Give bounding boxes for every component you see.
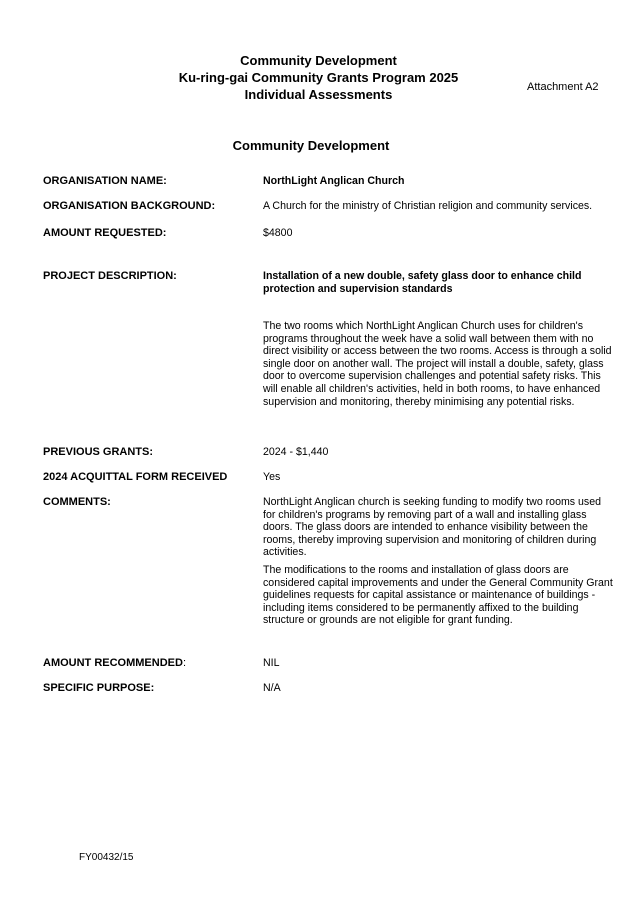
project-description-label: PROJECT DESCRIPTION: [43, 270, 177, 282]
document-header [0, 52, 637, 103]
acquittal-value: Yes [263, 471, 281, 483]
header-line-2: Ku-ring-gai Community Grants Program 2025 [178, 70, 459, 85]
header-line-1: Community Development [240, 53, 397, 68]
amount-requested-label: AMOUNT REQUESTED: [43, 227, 167, 239]
acquittal-label: 2024 ACQUITTAL FORM RECEIVED [43, 471, 228, 483]
header-line-3: Individual Assessments [244, 87, 393, 102]
comments-label: COMMENTS: [43, 496, 111, 508]
specific-purpose-label: SPECIFIC PURPOSE: [43, 682, 155, 694]
document-reference: FY00432/15 [79, 852, 134, 863]
amount-recommended-label [43, 657, 186, 670]
project-description-body: The two rooms which NorthLight Anglican Church uses for children's programs throughout the week have a solid wall between them with no direct visibility or access between the two rooms. Access is through a solid single door on another wall. The project will install a double, safety, glass door to overcome supervision challenges and potential safety risks. This will enable all children's activities, held in both rooms, to have enhanced supervision and monitoring, thereby minimising any potential risks. [263, 320, 612, 408]
org-name-value: NorthLight Anglican Church [263, 175, 405, 187]
amount-requested-value: $4800 [263, 227, 293, 239]
section-title: Community Development [232, 138, 390, 153]
previous-grants-label: PREVIOUS GRANTS: [43, 446, 154, 458]
comments-paragraph-2: The modifications to the rooms and installation of glass doors are considered capital improvements and under the General Community Grant guidelines requests for capital assistance or maintenance of buildings - including items considered to be permanently affixed to the building structure or grounds are not eligible for grant funding. [263, 564, 613, 627]
amount-recommended-label-colon: : [182, 657, 187, 669]
org-background-value: A Church for the ministry of Christian religion and community services. [263, 200, 593, 212]
specific-purpose-value: N/A [263, 682, 281, 694]
org-background-label: ORGANISATION BACKGROUND: [43, 200, 216, 212]
amount-recommended-label-text: AMOUNT RECOMMENDED [43, 657, 183, 669]
project-description-title: Installation of a new double, safety glass door to enhance child protection and supervision standards [263, 270, 582, 295]
attachment-label: Attachment A2 [527, 81, 599, 93]
comments-paragraph-1: NorthLight Anglican church is seeking funding to modify two rooms used for children's programs by removing part of a wall and installing glass doors. The glass doors are intended to enhance visibility between the rooms, thereby improving supervision and monitoring of children during activities. [263, 496, 602, 559]
amount-recommended-value: NIL [263, 657, 280, 669]
previous-grants-value: 2024 - $1,440 [263, 446, 329, 458]
org-name-label: ORGANISATION NAME: [43, 175, 167, 187]
